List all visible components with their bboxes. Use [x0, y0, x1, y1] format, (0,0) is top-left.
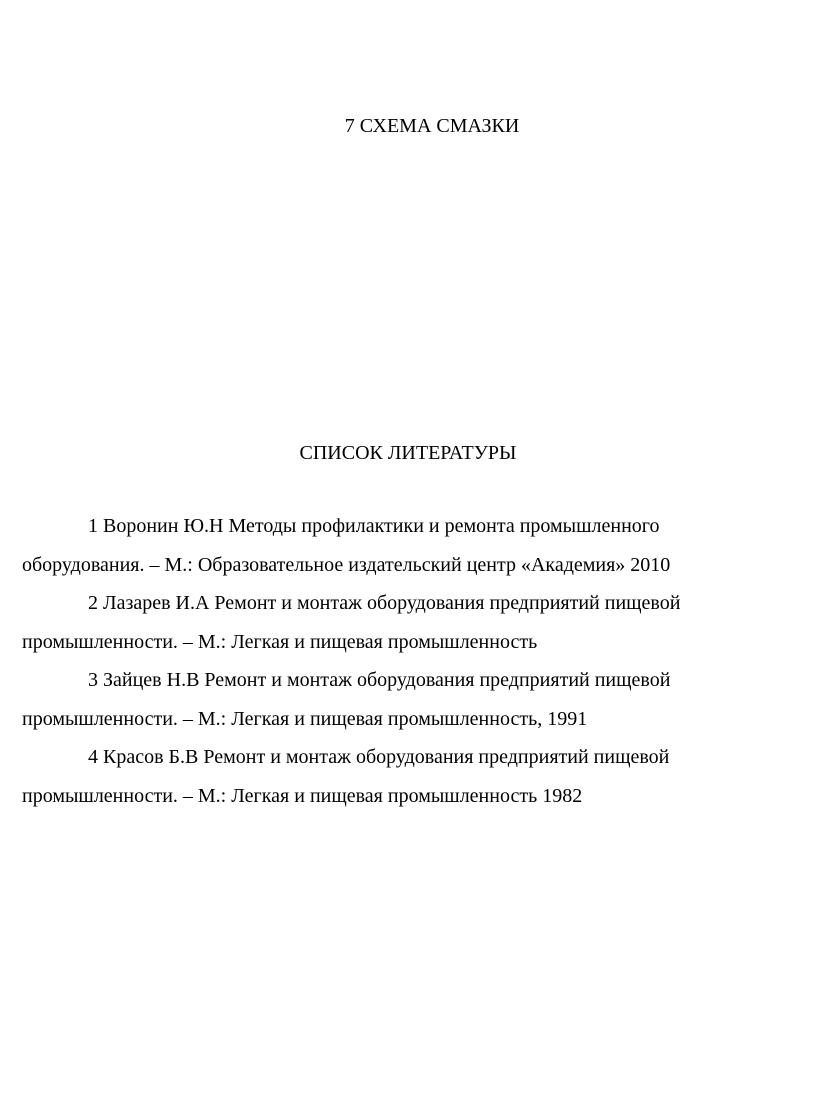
reference-item-2 — [22, 588, 782, 665]
reference-line: промышленности. – М.: Легкая и пищевая промышленность 1982 — [22, 784, 583, 807]
reference-item-3 — [22, 665, 782, 742]
section-title: 7 СХЕМА СМАЗКИ — [344, 115, 520, 137]
reference-line: 4 Красов Б.В Ремонт и монтаж оборудования предприятий пищевой — [88, 746, 670, 768]
reference-line: промышленности. – М.: Легкая и пищевая промышленность — [22, 630, 538, 653]
reference-line: 2 Лазарев И.А Ремонт и монтаж оборудования предприятий пищевой — [88, 592, 681, 614]
reference-line: 3 Зайцев Н.В Ремонт и монтаж оборудования предприятий пищевой — [88, 669, 671, 691]
reference-item-1 — [22, 511, 782, 588]
reference-line: 1 Воронин Ю.Н Методы профилактики и ремонта промышленного — [88, 515, 660, 537]
reference-line: оборудования. – М.: Образовательное издательский центр «Академия» 2010 — [22, 553, 671, 576]
references-title: СПИСОК ЛИТЕРАТУРЫ — [299, 442, 517, 464]
reference-list — [22, 511, 782, 819]
reference-item-4 — [22, 742, 782, 819]
reference-line: промышленности. – М.: Легкая и пищевая промышленность, 1991 — [22, 707, 588, 730]
